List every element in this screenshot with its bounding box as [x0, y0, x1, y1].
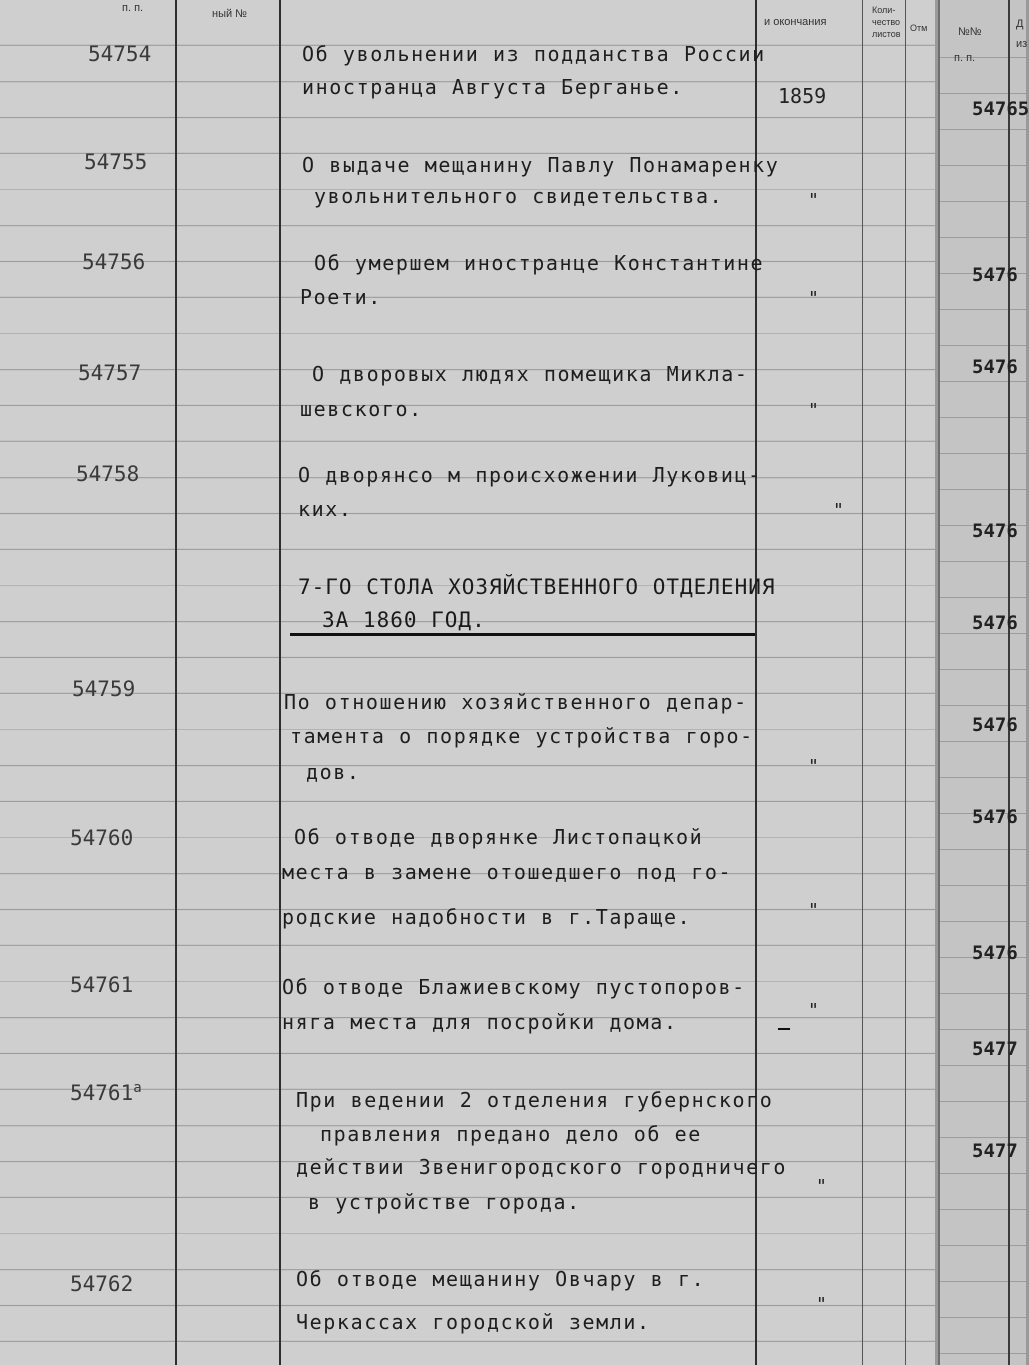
entry-text-line: О дворянсо м происхожении Луковиц-: [298, 463, 762, 487]
adjacent-entry-number: 5476: [972, 520, 1018, 542]
adjacent-entry-number: 5476: [972, 714, 1018, 736]
entry-text-line: иностранца Августа Берганье.: [302, 75, 684, 99]
adjacent-entry-number: 5476: [972, 942, 1018, 964]
entry-text-line: няга места для посройки дома.: [282, 1010, 678, 1034]
column-divider: [905, 0, 906, 1365]
entry-ditto-mark: ": [816, 1176, 827, 1197]
entry-number: 54759: [72, 677, 136, 701]
adjacent-entry-number: 5476: [972, 264, 1018, 286]
header-sheet-count: [872, 4, 901, 40]
adjacent-entry-number: 54765: [972, 98, 1029, 120]
adjacent-entry-number: 5476: [972, 612, 1018, 634]
entry-text-line: О выдаче мещанину Павлу Понамаренку: [302, 153, 780, 177]
entry-text-line: Черкассах городской земли.: [296, 1310, 651, 1334]
entry-number: 54758: [76, 462, 140, 486]
entry-text-line: места в замене отошедшего под го-: [282, 860, 733, 884]
entry-text-line: Об отводе мещанину Овчару в г.: [296, 1267, 706, 1291]
header-sheet-count-line: Коли-: [872, 5, 896, 15]
entry-text-line: увольнительного свидетельства.: [314, 184, 724, 208]
adjacent-header-title-2: из: [1016, 38, 1028, 50]
entry-ditto-mark: ": [808, 190, 819, 211]
entry-number-value: 54761: [70, 1081, 134, 1105]
adjacent-header-title: Д: [1016, 18, 1024, 30]
entry-text-line: Об отводе дворянке Листопацкой: [294, 825, 704, 849]
header-number: п. п.: [122, 2, 144, 14]
entry-number: [70, 1080, 142, 1105]
section-heading: 7-ГО СТОЛА ХОЗЯЙСТВЕННОГО ОТДЕЛЕНИЯ: [298, 575, 776, 599]
entry-text-line: ких.: [298, 497, 353, 521]
entry-text-line: Роети.: [300, 285, 382, 309]
entry-text-line: При ведении 2 отделения губернского: [296, 1088, 774, 1112]
entry-ditto-mark: ": [833, 500, 844, 521]
entry-dash-mark: [778, 1028, 790, 1030]
entry-text-line: По отношению хозяйственного депар-: [284, 690, 748, 714]
entry-ditto-mark: ": [808, 400, 819, 421]
header-sheet-count-line: листов: [872, 29, 901, 39]
entry-text-line: в устройстве города.: [308, 1190, 581, 1214]
entry-text-line: правления предано дело об ее: [320, 1122, 702, 1146]
entry-text-line: Об увольнении из подданства России: [302, 42, 766, 66]
entry-number: 54755: [84, 150, 148, 174]
entry-text-line: тамента о порядке устройства горо-: [290, 724, 754, 748]
entry-ditto-mark: ": [808, 756, 819, 777]
column-divider: [175, 0, 177, 1365]
entry-text-line: О дворовых людях помещика Микла-: [312, 362, 749, 386]
section-heading-year: ЗА 1860 ГОД.: [322, 608, 486, 632]
entry-text-line: Об отводе Блажиевскому пустопоров-: [282, 975, 746, 999]
adjacent-header-number: №№: [958, 26, 982, 38]
entry-ditto-mark: ": [808, 288, 819, 309]
entry-ditto-mark: ": [816, 1294, 827, 1315]
entry-number: 54761: [70, 973, 134, 997]
column-divider: [862, 0, 863, 1365]
entry-number-suffix: a: [133, 1080, 142, 1096]
entry-text-line: родские надобности в г.Тараще.: [282, 905, 692, 929]
entry-number: 54762: [70, 1272, 134, 1296]
header-sheet-count-line: чество: [872, 17, 901, 27]
header-registration: ный №: [212, 8, 247, 20]
header-notes: Отм: [910, 23, 928, 33]
entry-text-line: действии Звенигородского городничего: [296, 1155, 788, 1179]
adjacent-header-number-2: п. п.: [954, 52, 976, 64]
entry-text-line: шевского.: [300, 397, 423, 421]
section-underline: [290, 633, 755, 636]
entry-date: 1859: [778, 84, 827, 108]
entry-number: 54756: [82, 250, 146, 274]
adjacent-entry-number: 5476: [972, 356, 1018, 378]
adjacent-entry-number: 5477: [972, 1140, 1018, 1162]
entry-text-line: дов.: [306, 760, 361, 784]
entry-number: 54757: [78, 361, 142, 385]
entry-text-line: Об умершем иностранце Константине: [314, 251, 765, 275]
entry-number: 54760: [70, 826, 134, 850]
column-divider: [279, 0, 281, 1365]
entry-ditto-mark: ": [808, 900, 819, 921]
adjacent-page: [938, 0, 1029, 1365]
adjacent-entry-number: 5477: [972, 1038, 1018, 1060]
entry-ditto-mark: ": [808, 1000, 819, 1021]
header-end-date: и окончания: [764, 16, 827, 28]
entry-number: 54754: [88, 42, 152, 66]
adjacent-entry-number: 5476: [972, 806, 1018, 828]
